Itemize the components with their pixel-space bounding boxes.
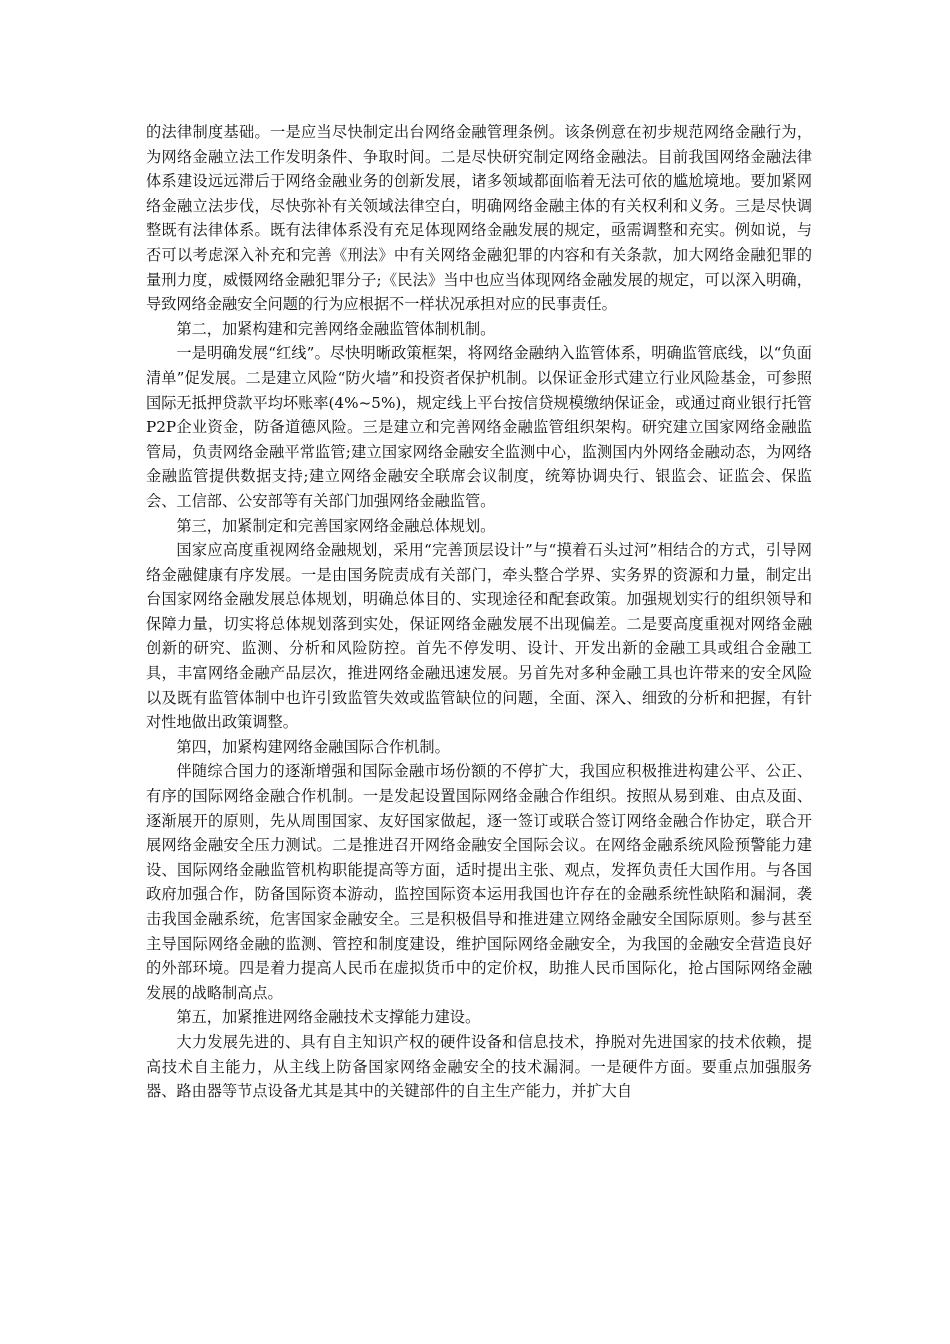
heading-fourth-cooperation: 第四，加紧构建网络金融国际合作机制。 <box>176 737 450 756</box>
heading-third-planning: 第三，加紧制定和完善国家网络金融总体规划。 <box>176 516 496 535</box>
paragraph-supervision: 一是明确发展“红线”。尽快明晰政策框架，将网络金融纳入监管体系，明确监管底线，以“负面清单”促发展。二是建立风险“防火墙”和投资者保护机制。以保证金形式建立行业风险基金，可参照国际无抵押贷款平均坏账率(4%~5%)，规定线上平台按信贷规模缴纳保证金，或通过商业银行托管P2P企业资金，防备道德风险。三是建立和完善网络金融监管组织架构。研究建立国家网络金融监管局，负责网络金融平常监管;建立国家网络金融安全监测中心，监测国内外网络金融动态，为网络金融监管提供数据支持;建立网络金融安全联席会议制度，统筹协调央行、银监会、证监会、保监会、工信部、公安部等有关部门加强网络金融监管。 <box>146 344 812 510</box>
heading-second-supervision: 第二，加紧构建和完善网络金融监管体制机制。 <box>176 319 496 338</box>
heading-fifth-technology: 第五，加紧推进网络金融技术支撑能力建设。 <box>176 1008 481 1027</box>
paragraph-cooperation: 伴随综合国力的逐渐增强和国际金融市场份额的不停扩大，我国应积极推进构建公平、公正、有序的国际网络金融合作机制。一是发起设置国际网络金融合作组织。按照从易到难、由点及面、逐渐展开的原则，先从周围国家、友好国家做起，逐一签订或联合签订网络金融合作协定，联合开展网络金融安全压力测试。二是推进召开网络金融安全国际会议。在网络金融系统风险预警能力建设、国际网络金融监管机构职能提高等方面，适时提出主张、观点，发挥负责任大国作用。与各国政府加强合作，防备国际资本游动，监控国际资本运用我国也许存在的金融系统性缺陷和漏洞，袭击我国金融系统，危害国家金融安全。三是积极倡导和推进建立网络金融安全国际原则。参与甚至主导国际网络金融的监测、管控和制度建设，维护国际网络金融安全，为我国的金融安全营造良好的外部环境。四是着力提高人民币在虚拟货币中的定价权，助推人民币国际化，抢占国际网络金融发展的战略制高点。 <box>146 762 812 1002</box>
paragraph-legal-framework: 的法律制度基础。一是应当尽快制定出台网络金融管理条例。该条例意在初步规范网络金融行为，为网络金融立法工作发明条件、争取时间。二是尽快研究制定网络金融法。目前我国网络金融法律体系建设远远滞后于网络金融业务的创新发展，诸多领域都面临着无法可依的尴尬境地。要加紧网络金融立法步伐，尽快弥补有关领域法律空白，明确网络金融主体的有关权利和义务。三是尽快调整既有法律体系。既有法律体系没有充足体现网络金融发展的规定，亟需调整和充实。例如说，与否可以考虑深入补充和完善《刑法》中有关网络金融犯罪的内容和有关条款，加大网络金融犯罪的量刑力度，威慑网络金融犯罪分子;《民法》当中也应当体现网络金融发展的规定，可以深入明确，导致网络金融安全问题的行为应根据不一样状况承担对应的民事责任。 <box>146 123 812 314</box>
paragraph-technology: 大力发展先进的、具有自主知识产权的硬件设备和信息技术，挣脱对先进国家的技术依赖，提高技术自主能力，从主线上防备国家网络金融安全的技术漏洞。一是硬件方面。要重点加强服务器、路由器等节点设备尤其是其中的关键部件的自主生产能力，并扩大自 <box>146 1032 812 1101</box>
document-page <box>146 120 812 1104</box>
paragraph-planning: 国家应高度重视网络金融规划，采用“完善顶层设计”与“摸着石头过河”相结合的方式，引导网络金融健康有序发展。一是由国务院责成有关部门，牵头整合学界、实务界的资源和力量，制定出台国家网络金融发展总体规划，明确总体目的、实现途径和配套政策。加强规划实行的组织领导和保障力量，切实将总体规划落到实处，保证网络金融发展不出现偏差。二是要高度重视对网络金融创新的研究、监测、分析和风险防控。首先不停发明、设计、开发出新的金融工具或组合金融工具，丰富网络金融产品层次，推进网络金融迅速发展。另首先对多种金融工具也许带来的安全风险以及既有监管体制中也许引致监管失效或监管缺位的问题，全面、深入、细致的分析和把握，有针对性地做出政策调整。 <box>146 541 812 732</box>
